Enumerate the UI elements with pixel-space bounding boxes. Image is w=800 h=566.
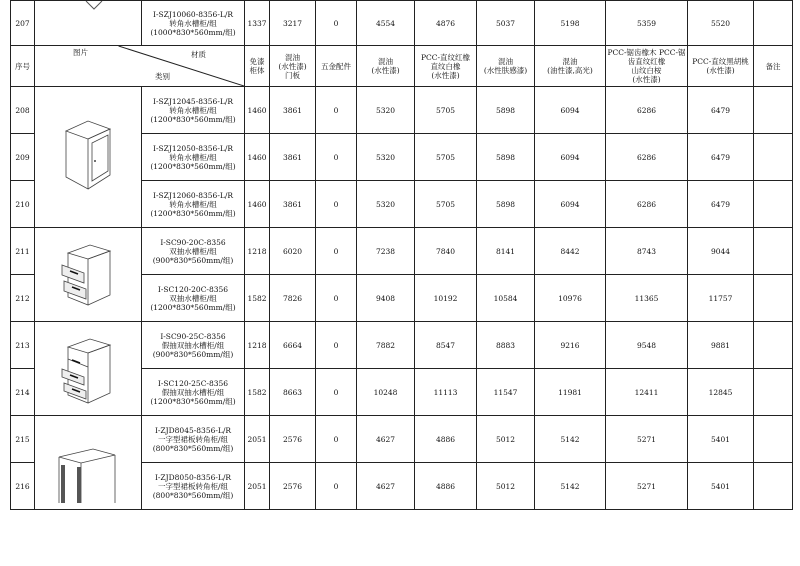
product-name: I-SZJ10060-8356-L/R 转角水槽柜/组 (1000*830*560mm/组) — [142, 1, 245, 46]
table-row — [11, 87, 793, 134]
value-cell: 7238 — [357, 228, 415, 275]
value-cell: 4886 — [415, 416, 477, 463]
value-cell: 5898 — [477, 134, 535, 181]
seq-cell: 213 — [11, 322, 35, 369]
value-cell: 1218 — [245, 322, 270, 369]
header-col: 免漆柜体 — [245, 46, 270, 87]
table-row — [11, 1, 793, 46]
value-cell: 11113 — [415, 369, 477, 416]
value-cell: 0 — [316, 369, 357, 416]
value-cell: 4554 — [357, 1, 415, 46]
value-cell: 1582 — [245, 275, 270, 322]
remark-cell — [754, 322, 793, 369]
value-cell: 6479 — [688, 87, 754, 134]
value-cell: 8883 — [477, 322, 535, 369]
header-col: 混油 (油性漆,高光) — [535, 46, 606, 87]
remark-cell — [754, 228, 793, 275]
remark-cell — [754, 134, 793, 181]
header-col: PCC-直纹黑胡桃 (水性漆) — [688, 46, 754, 87]
value-cell: 6020 — [270, 228, 316, 275]
value-cell: 5705 — [415, 134, 477, 181]
value-cell: 6479 — [688, 181, 754, 228]
value-cell: 6094 — [535, 134, 606, 181]
value-cell: 7840 — [415, 228, 477, 275]
value-cell: 1460 — [245, 87, 270, 134]
value-cell: 9548 — [606, 322, 688, 369]
seq-cell: 209 — [11, 134, 35, 181]
value-cell: 8442 — [535, 228, 606, 275]
value-cell: 4876 — [415, 1, 477, 46]
value-cell: 0 — [316, 228, 357, 275]
value-cell: 6286 — [606, 181, 688, 228]
header-image-material — [35, 46, 245, 87]
value-cell: 10248 — [357, 369, 415, 416]
seq-cell: 211 — [11, 228, 35, 275]
seq-cell: 216 — [11, 463, 35, 510]
product-image — [35, 322, 142, 416]
value-cell: 9216 — [535, 322, 606, 369]
seq-cell: 214 — [11, 369, 35, 416]
value-cell: 7882 — [357, 322, 415, 369]
value-cell: 6664 — [270, 322, 316, 369]
seq-cell: 212 — [11, 275, 35, 322]
header-col: 五金配件 — [316, 46, 357, 87]
seq-cell: 208 — [11, 87, 35, 134]
value-cell: 5320 — [357, 134, 415, 181]
value-cell: 3861 — [270, 134, 316, 181]
seq-cell: 207 — [11, 1, 35, 46]
header-material: 材质 — [191, 50, 206, 59]
table-row — [11, 416, 793, 463]
value-cell: 10976 — [535, 275, 606, 322]
value-cell: 8547 — [415, 322, 477, 369]
value-cell: 5401 — [688, 416, 754, 463]
seq-cell: 210 — [11, 181, 35, 228]
value-cell: 11981 — [535, 369, 606, 416]
value-cell: 1460 — [245, 181, 270, 228]
value-cell: 3861 — [270, 87, 316, 134]
value-cell: 1582 — [245, 369, 270, 416]
value-cell: 10584 — [477, 275, 535, 322]
header-seq: 序号 — [11, 46, 35, 87]
value-cell: 5198 — [535, 1, 606, 46]
value-cell: 5271 — [606, 463, 688, 510]
price-table — [10, 0, 793, 510]
value-cell: 1337 — [245, 1, 270, 46]
value-cell: 11365 — [606, 275, 688, 322]
value-cell: 12411 — [606, 369, 688, 416]
name-cell: I-SC90-25C-8356 假抽双抽水槽柜/组 (900*830*560mm/组) — [142, 322, 245, 369]
remark-cell — [754, 275, 793, 322]
table-row — [11, 322, 793, 369]
value-cell: 9044 — [688, 228, 754, 275]
name-cell: I-SZJ12045-8356-L/R 转角水槽柜/组 (1200*830*560mm/组) — [142, 87, 245, 134]
value-cell: 1460 — [245, 134, 270, 181]
header-col: 混油 (水性漆) 门板 — [270, 46, 316, 87]
value-cell: 7826 — [270, 275, 316, 322]
remark-cell — [754, 1, 793, 46]
name-cell: I-ZJD8050-8356-L/R 一字型裙板转角柜/组 (800*830*560mm/组) — [142, 463, 245, 510]
value-cell: 2051 — [245, 463, 270, 510]
value-cell: 0 — [316, 416, 357, 463]
value-cell: 8663 — [270, 369, 316, 416]
value-cell: 5705 — [415, 87, 477, 134]
remark-cell — [754, 463, 793, 510]
value-cell: 6094 — [535, 181, 606, 228]
value-cell: 4627 — [357, 416, 415, 463]
name-cell: I-SZJ12050-8356-L/R 转角水槽柜/组 (1200*830*560mm/组) — [142, 134, 245, 181]
value-cell: 5012 — [477, 416, 535, 463]
value-cell: 6286 — [606, 134, 688, 181]
header-col: 混油 (水性漆) — [357, 46, 415, 87]
name-cell: I-ZJD8045-8356-L/R 一字型裙板转角柜/组 (800*830*560mm/组) — [142, 416, 245, 463]
value-cell: 0 — [316, 87, 357, 134]
value-cell: 0 — [316, 463, 357, 510]
product-image — [35, 1, 142, 46]
value-cell: 5898 — [477, 87, 535, 134]
product-image — [35, 416, 142, 510]
header-col: 备注 — [754, 46, 793, 87]
value-cell: 6286 — [606, 87, 688, 134]
value-cell: 5037 — [477, 1, 535, 46]
header-col: PCC-锯齿橡木 PCC-锯 齿直纹红橡 山纹白桉 (水性漆) — [606, 46, 688, 87]
remark-cell — [754, 181, 793, 228]
value-cell: 5320 — [357, 87, 415, 134]
value-cell: 5520 — [688, 1, 754, 46]
seq-cell: 215 — [11, 416, 35, 463]
value-cell: 2051 — [245, 416, 270, 463]
header-category: 类别 — [155, 72, 170, 81]
value-cell: 0 — [316, 181, 357, 228]
value-cell: 2576 — [270, 463, 316, 510]
value-cell: 10192 — [415, 275, 477, 322]
value-cell: 8743 — [606, 228, 688, 275]
name-cell: I-SC120-20C-8356 双抽水槽柜/组 (1200*830*560mm/组) — [142, 275, 245, 322]
value-cell: 5401 — [688, 463, 754, 510]
value-cell: 0 — [316, 322, 357, 369]
value-cell: 6094 — [535, 87, 606, 134]
remark-cell — [754, 416, 793, 463]
value-cell: 5012 — [477, 463, 535, 510]
header-col: PCC-直纹红橡 直纹白橡 (水性漆) — [415, 46, 477, 87]
value-cell: 11757 — [688, 275, 754, 322]
value-cell: 6479 — [688, 134, 754, 181]
value-cell: 4627 — [357, 463, 415, 510]
value-cell: 5898 — [477, 181, 535, 228]
value-cell: 2576 — [270, 416, 316, 463]
value-cell: 0 — [316, 1, 357, 46]
value-cell: 0 — [316, 275, 357, 322]
value-cell: 4886 — [415, 463, 477, 510]
value-cell: 1218 — [245, 228, 270, 275]
value-cell: 11547 — [477, 369, 535, 416]
value-cell: 8141 — [477, 228, 535, 275]
table-row — [11, 228, 793, 275]
header-pic: 图片 — [73, 48, 88, 57]
value-cell: 3861 — [270, 181, 316, 228]
product-image — [35, 228, 142, 322]
value-cell: 12845 — [688, 369, 754, 416]
value-cell: 5359 — [606, 1, 688, 46]
remark-cell — [754, 369, 793, 416]
value-cell: 9408 — [357, 275, 415, 322]
name-cell: I-SC120-25C-8356 假抽双抽水槽柜/组 (1200*830*560mm/组) — [142, 369, 245, 416]
remark-cell — [754, 87, 793, 134]
value-cell: 5271 — [606, 416, 688, 463]
value-cell: 5320 — [357, 181, 415, 228]
header-col: 混油 (水性肤感漆) — [477, 46, 535, 87]
name-cell: I-SZJ12060-8356-L/R 转角水槽柜/组 (1200*830*560mm/组) — [142, 181, 245, 228]
product-image — [35, 87, 142, 228]
value-cell: 5142 — [535, 416, 606, 463]
value-cell: 9881 — [688, 322, 754, 369]
value-cell: 3217 — [270, 1, 316, 46]
name-cell: I-SC90-20C-8356 双抽水槽柜/组 (900*830*560mm/组) — [142, 228, 245, 275]
value-cell: 0 — [316, 134, 357, 181]
value-cell: 5142 — [535, 463, 606, 510]
header-row — [11, 46, 793, 87]
value-cell: 5705 — [415, 181, 477, 228]
